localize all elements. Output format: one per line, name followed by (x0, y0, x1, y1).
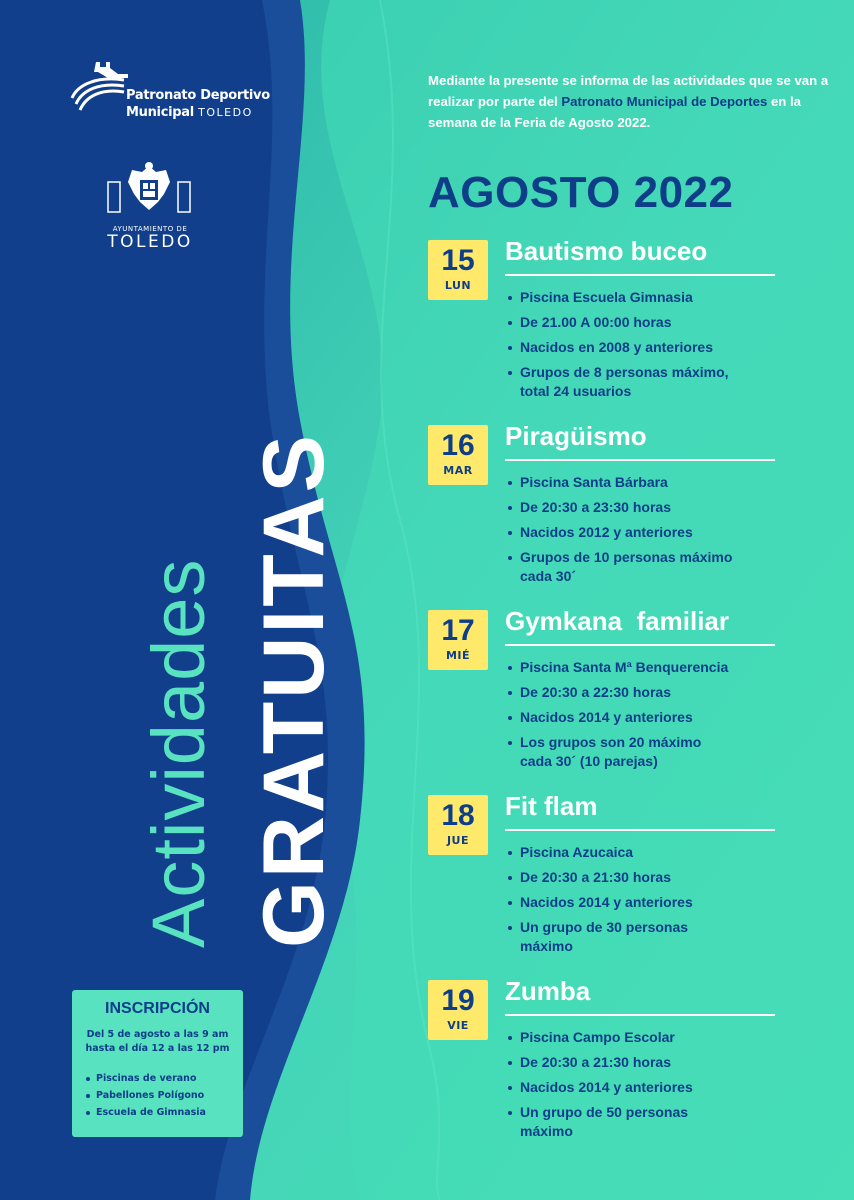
list-item: Piscina Azucaica (508, 843, 693, 862)
list-item: Piscina Escuela Gimnasia (508, 288, 729, 307)
date-day: 15 (441, 244, 475, 277)
patronato-line1: Patronato Deportivo (126, 88, 270, 103)
event-title: Gymkana familiar (505, 606, 729, 636)
patronato-logo (68, 58, 270, 128)
date-badge (428, 610, 488, 670)
date-badge (428, 980, 488, 1040)
inscripcion-box (72, 990, 243, 1137)
list-item: Nacidos 2014 y anteriores (508, 893, 693, 912)
date-badge (428, 425, 488, 485)
date-badge (428, 240, 488, 300)
divider (505, 829, 775, 831)
inscripcion-places (86, 1070, 206, 1121)
date-day: 18 (441, 799, 475, 832)
bullet-icon (86, 1111, 90, 1115)
date-day: 19 (441, 984, 475, 1017)
intro-text: Mediante la presente se informa de las actividades que se van a realizar por parte del Patronato Municipal de Deportes en la semana de la Feria de Agosto 2022. (428, 73, 829, 130)
list-item: Piscina Campo Escolar (508, 1028, 693, 1047)
list-item: De 20:30 a 23:30 horas (508, 498, 732, 517)
list-item: Un grupo de 30 personas máximo (508, 918, 693, 956)
divider (505, 1014, 775, 1016)
inscripcion-title: INSCRIPCIÓN (105, 1000, 210, 1017)
inscripcion-dates (76, 1028, 239, 1056)
headline-actividades: Actividades (137, 558, 220, 948)
inscripcion-date-end: hasta el día 12 a las 12 pm (85, 1043, 230, 1054)
list-item: Grupos de 10 personas máximo cada 30´ (508, 548, 732, 586)
list-item: Nacidos 2014 y anteriores (508, 708, 728, 727)
event-title: Piragüismo (505, 421, 647, 451)
headline-gratuitas: GRATUITAS (246, 432, 342, 948)
event-title: Bautismo buceo (505, 236, 708, 266)
date-weekday: MAR (443, 464, 473, 477)
list-item: Un grupo de 50 personas máximo (508, 1103, 693, 1141)
date-weekday: MIÉ (445, 649, 471, 662)
event-details (508, 658, 728, 777)
list-item: Nacidos 2012 y anteriores (508, 523, 732, 542)
event-details (508, 1028, 693, 1147)
date-weekday: JUE (446, 834, 470, 847)
intro-highlight: Patronato Municipal de Deportes (561, 94, 768, 109)
divider (505, 274, 775, 276)
list-item: Los grupos son 20 máximo cada 30´ (10 parejas) (508, 733, 728, 771)
list-item: De 20:30 a 22:30 horas (508, 683, 728, 702)
list-item: Nacidos en 2008 y anteriores (508, 338, 729, 357)
ayuntamiento-city: TOLEDO (107, 232, 193, 252)
list-item: Nacidos 2014 y anteriores (508, 1078, 693, 1097)
list-item: Piscina Santa Bárbara (508, 473, 732, 492)
list-item: De 20:30 a 21:30 horas (508, 1053, 693, 1072)
list-item: Piscina Santa Mª Benquerencia (508, 658, 728, 677)
ayuntamiento-label: AYUNTAMIENTO DE (112, 225, 188, 233)
date-weekday: VIE (447, 1019, 469, 1032)
divider (505, 459, 775, 461)
inscripcion-date-start: Del 5 de agosto a las 9 am (86, 1029, 229, 1040)
patronato-emblem-icon (68, 58, 128, 128)
bullet-icon (86, 1094, 90, 1098)
list-item: De 21.00 A 00:00 horas (508, 313, 729, 332)
bullet-icon (86, 1077, 90, 1081)
month-title: AGOSTO 2022 (428, 168, 734, 217)
toledo-crest-icon (104, 160, 194, 220)
date-badge (428, 795, 488, 855)
patronato-city: TOLEDO (198, 106, 253, 119)
event-title: Zumba (505, 976, 591, 1006)
list-item: Pabellones Polígono (86, 1087, 206, 1104)
event-title: Fit flam (505, 791, 598, 821)
date-day: 16 (441, 429, 475, 462)
event-details (508, 473, 732, 592)
patronato-line2: Municipal TOLEDO (126, 105, 253, 120)
date-day: 17 (441, 614, 475, 647)
event-details (508, 288, 729, 407)
divider (505, 644, 775, 646)
list-item: Piscinas de verano (86, 1070, 206, 1087)
date-weekday: LUN (444, 279, 472, 292)
list-item: Escuela de Gimnasia (86, 1104, 206, 1121)
event-details (508, 843, 693, 962)
list-item: De 20:30 a 21:30 horas (508, 868, 693, 887)
list-item: Grupos de 8 personas máximo, total 24 usuarios (508, 363, 729, 401)
